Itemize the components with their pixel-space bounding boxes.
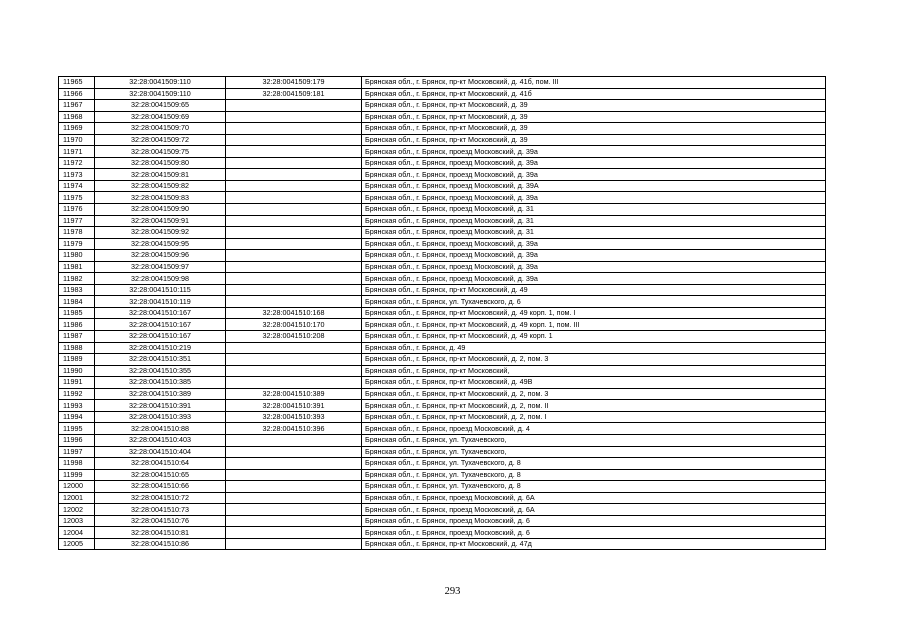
row-number-cell: 11995 [59,423,95,435]
related-cadastral-number-cell [226,527,362,539]
table-row [59,377,826,389]
table-row [59,400,826,412]
related-cadastral-number-cell [226,342,362,354]
cadastral-number-cell: 32:28:0041509:69 [95,111,226,123]
cadastral-number-cell: 32:28:0041509:82 [95,180,226,192]
table-row [59,77,826,89]
cadastral-number-cell: 32:28:0041510:404 [95,446,226,458]
row-number-cell: 11992 [59,388,95,400]
address-cell: Брянская обл., г. Брянск, проезд Московский, д. 39а [362,261,826,273]
row-number-cell: 11982 [59,273,95,285]
table-row [59,273,826,285]
table-row [59,354,826,366]
address-cell: Брянская обл., г. Брянск, ул. Тухачевского, д. 8 [362,481,826,493]
table-row [59,100,826,112]
registry-table-body [59,77,826,550]
cadastral-number-cell: 32:28:0041509:70 [95,123,226,135]
row-number-cell: 11985 [59,307,95,319]
address-cell: Брянская обл., г. Брянск, проезд Московский, д. 39а [362,238,826,250]
related-cadastral-number-cell [226,273,362,285]
table-row [59,411,826,423]
cadastral-number-cell: 32:28:0041510:219 [95,342,226,354]
table-row [59,169,826,181]
related-cadastral-number-cell [226,227,362,239]
row-number-cell: 11965 [59,77,95,89]
table-row [59,296,826,308]
address-cell: Брянская обл., г. Брянск, проезд Московский, д. 39а [362,169,826,181]
address-cell: Брянская обл., г. Брянск, проезд Московский, д. 39а [362,146,826,158]
table-row [59,469,826,481]
address-cell: Брянская обл., г. Брянск, ул. Тухачевского, д. 8 [362,458,826,470]
row-number-cell: 11981 [59,261,95,273]
row-number-cell: 11999 [59,469,95,481]
address-cell: Брянская обл., г. Брянск, пр-кт Московский, д. 49 корп. 1, пом. III [362,319,826,331]
related-cadastral-number-cell [226,492,362,504]
related-cadastral-number-cell [226,434,362,446]
address-cell: Брянская обл., г. Брянск, ул. Тухачевского, [362,446,826,458]
table-row [59,192,826,204]
address-cell: Брянская обл., г. Брянск, проезд Московский, д. 39А [362,180,826,192]
related-cadastral-number-cell [226,481,362,493]
table-row [59,342,826,354]
table-row [59,204,826,216]
row-number-cell: 12004 [59,527,95,539]
table-row [59,146,826,158]
address-cell: Брянская обл., г. Брянск, пр-кт Московский, д. 2, пом. 3 [362,354,826,366]
address-cell: Брянская обл., г. Брянск, проезд Московский, д. 6 [362,515,826,527]
address-cell: Брянская обл., г. Брянск, д. 49 [362,342,826,354]
related-cadastral-number-cell [226,284,362,296]
table-row [59,134,826,146]
table-row [59,515,826,527]
related-cadastral-number-cell: 32:28:0041510:393 [226,411,362,423]
related-cadastral-number-cell [226,504,362,516]
row-number-cell: 11990 [59,365,95,377]
table-row [59,388,826,400]
table-row [59,319,826,331]
cadastral-number-cell: 32:28:0041510:167 [95,319,226,331]
row-number-cell: 11971 [59,146,95,158]
row-number-cell: 11986 [59,319,95,331]
row-number-cell: 11993 [59,400,95,412]
cadastral-number-cell: 32:28:0041510:65 [95,469,226,481]
related-cadastral-number-cell [226,146,362,158]
table-row [59,423,826,435]
related-cadastral-number-cell [226,100,362,112]
row-number-cell: 12000 [59,481,95,493]
related-cadastral-number-cell [226,296,362,308]
cadastral-number-cell: 32:28:0041509:110 [95,88,226,100]
row-number-cell: 11998 [59,458,95,470]
address-cell: Брянская обл., г. Брянск, ул. Тухачевского, [362,434,826,446]
cadastral-number-cell: 32:28:0041509:83 [95,192,226,204]
related-cadastral-number-cell: 32:28:0041509:179 [226,77,362,89]
address-cell: Брянская обл., г. Брянск, проезд Московский, д. 39а [362,157,826,169]
cadastral-number-cell: 32:28:0041510:391 [95,400,226,412]
table-row [59,504,826,516]
cadastral-number-cell: 32:28:0041509:95 [95,238,226,250]
address-cell: Брянская обл., г. Брянск, проезд Московский, д. 31 [362,215,826,227]
row-number-cell: 12005 [59,538,95,550]
table-row [59,123,826,135]
cadastral-number-cell: 32:28:0041510:119 [95,296,226,308]
cadastral-number-cell: 32:28:0041510:403 [95,434,226,446]
row-number-cell: 11970 [59,134,95,146]
row-number-cell: 11976 [59,204,95,216]
address-cell: Брянская обл., г. Брянск, пр-кт Московский, [362,365,826,377]
related-cadastral-number-cell: 32:28:0041509:181 [226,88,362,100]
address-cell: Брянская обл., г. Брянск, пр-кт Московский, д. 49В [362,377,826,389]
related-cadastral-number-cell [226,157,362,169]
related-cadastral-number-cell [226,250,362,262]
cadastral-number-cell: 32:28:0041509:80 [95,157,226,169]
address-cell: Брянская обл., г. Брянск, ул. Тухачевского, д. 6 [362,296,826,308]
cadastral-number-cell: 32:28:0041509:72 [95,134,226,146]
cadastral-number-cell: 32:28:0041509:110 [95,77,226,89]
row-number-cell: 11969 [59,123,95,135]
address-cell: Брянская обл., г. Брянск, проезд Московский, д. 39а [362,250,826,262]
cadastral-number-cell: 32:28:0041510:167 [95,307,226,319]
related-cadastral-number-cell [226,123,362,135]
address-cell: Брянская обл., г. Брянск, проезд Московский, д. 4 [362,423,826,435]
address-cell: Брянская обл., г. Брянск, пр-кт Московский, д. 39 [362,111,826,123]
cadastral-number-cell: 32:28:0041509:97 [95,261,226,273]
cadastral-number-cell: 32:28:0041510:351 [95,354,226,366]
table-row [59,180,826,192]
related-cadastral-number-cell [226,469,362,481]
address-cell: Брянская обл., г. Брянск, пр-кт Московский, д. 49 корп. 1 [362,331,826,343]
related-cadastral-number-cell [226,134,362,146]
row-number-cell: 11987 [59,331,95,343]
row-number-cell: 11972 [59,157,95,169]
address-cell: Брянская обл., г. Брянск, пр-кт Московский, д. 41б, пом. III [362,77,826,89]
related-cadastral-number-cell [226,458,362,470]
table-row [59,227,826,239]
related-cadastral-number-cell: 32:28:0041510:389 [226,388,362,400]
row-number-cell: 11988 [59,342,95,354]
row-number-cell: 12003 [59,515,95,527]
cadastral-number-cell: 32:28:0041509:91 [95,215,226,227]
related-cadastral-number-cell [226,215,362,227]
address-cell: Брянская обл., г. Брянск, проезд Московский, д. 6А [362,492,826,504]
address-cell: Брянская обл., г. Брянск, проезд Московский, д. 6А [362,504,826,516]
related-cadastral-number-cell [226,538,362,550]
address-cell: Брянская обл., г. Брянск, пр-кт Московский, д. 2, пом. 3 [362,388,826,400]
cadastral-number-cell: 32:28:0041510:66 [95,481,226,493]
table-row [59,458,826,470]
address-cell: Брянская обл., г. Брянск, проезд Московский, д. 31 [362,204,826,216]
cadastral-number-cell: 32:28:0041510:88 [95,423,226,435]
cadastral-number-cell: 32:28:0041510:72 [95,492,226,504]
related-cadastral-number-cell [226,354,362,366]
row-number-cell: 11996 [59,434,95,446]
row-number-cell: 11977 [59,215,95,227]
related-cadastral-number-cell [226,180,362,192]
cadastral-number-cell: 32:28:0041509:92 [95,227,226,239]
row-number-cell: 11984 [59,296,95,308]
address-cell: Брянская обл., г. Брянск, пр-кт Московский, д. 2, пом. II [362,400,826,412]
table-row [59,481,826,493]
related-cadastral-number-cell [226,192,362,204]
address-cell: Брянская обл., г. Брянск, проезд Московский, д. 39а [362,273,826,285]
table-row [59,331,826,343]
table-row [59,434,826,446]
address-cell: Брянская обл., г. Брянск, проезд Московский, д. 39а [362,192,826,204]
address-cell: Брянская обл., г. Брянск, пр-кт Московский, д. 39 [362,134,826,146]
related-cadastral-number-cell [226,204,362,216]
row-number-cell: 11991 [59,377,95,389]
cadastral-number-cell: 32:28:0041510:64 [95,458,226,470]
cadastral-number-cell: 32:28:0041510:393 [95,411,226,423]
related-cadastral-number-cell [226,446,362,458]
address-cell: Брянская обл., г. Брянск, пр-кт Московский, д. 39 [362,123,826,135]
row-number-cell: 11974 [59,180,95,192]
row-number-cell: 12001 [59,492,95,504]
cadastral-number-cell: 32:28:0041510:385 [95,377,226,389]
cadastral-number-cell: 32:28:0041510:167 [95,331,226,343]
table-row [59,88,826,100]
related-cadastral-number-cell [226,111,362,123]
table-row [59,111,826,123]
row-number-cell: 11989 [59,354,95,366]
row-number-cell: 11980 [59,250,95,262]
row-number-cell: 11994 [59,411,95,423]
address-cell: Брянская обл., г. Брянск, ул. Тухачевского, д. 8 [362,469,826,481]
row-number-cell: 11968 [59,111,95,123]
cadastral-number-cell: 32:28:0041510:86 [95,538,226,550]
cadastral-number-cell: 32:28:0041510:76 [95,515,226,527]
address-cell: Брянская обл., г. Брянск, пр-кт Московский, д. 39 [362,100,826,112]
row-number-cell: 11966 [59,88,95,100]
address-cell: Брянская обл., г. Брянск, пр-кт Московский, д. 2, пом. I [362,411,826,423]
page-number: 293 [444,586,461,597]
address-cell: Брянская обл., г. Брянск, пр-кт Московский, д. 47д [362,538,826,550]
cadastral-number-cell: 32:28:0041510:73 [95,504,226,516]
table-row [59,261,826,273]
related-cadastral-number-cell [226,365,362,377]
table-row [59,365,826,377]
cadastral-number-cell: 32:28:0041510:355 [95,365,226,377]
related-cadastral-number-cell [226,377,362,389]
related-cadastral-number-cell [226,238,362,250]
address-cell: Брянская обл., г. Брянск, проезд Московский, д. 31 [362,227,826,239]
table-row [59,446,826,458]
address-cell: Брянская обл., г. Брянск, проезд Московский, д. 6 [362,527,826,539]
related-cadastral-number-cell [226,169,362,181]
related-cadastral-number-cell: 32:28:0041510:168 [226,307,362,319]
table-row [59,238,826,250]
table-row [59,307,826,319]
table-row [59,492,826,504]
cadastral-number-cell: 32:28:0041510:389 [95,388,226,400]
related-cadastral-number-cell: 32:28:0041510:396 [226,423,362,435]
table-row [59,157,826,169]
row-number-cell: 11997 [59,446,95,458]
address-cell: Брянская обл., г. Брянск, пр-кт Московский, д. 41б [362,88,826,100]
table-row [59,250,826,262]
related-cadastral-number-cell [226,515,362,527]
table-row [59,284,826,296]
cadastral-number-cell: 32:28:0041509:75 [95,146,226,158]
cadastral-number-cell: 32:28:0041510:81 [95,527,226,539]
registry-table [58,76,826,550]
address-cell: Брянская обл., г. Брянск, пр-кт Московский, д. 49 корп. 1, пом. I [362,307,826,319]
related-cadastral-number-cell: 32:28:0041510:208 [226,331,362,343]
row-number-cell: 11983 [59,284,95,296]
address-cell: Брянская обл., г. Брянск, пр-кт Московский, д. 49 [362,284,826,296]
row-number-cell: 11978 [59,227,95,239]
row-number-cell: 11975 [59,192,95,204]
cadastral-number-cell: 32:28:0041509:98 [95,273,226,285]
row-number-cell: 11979 [59,238,95,250]
table-row [59,215,826,227]
table-row [59,527,826,539]
related-cadastral-number-cell [226,261,362,273]
row-number-cell: 11967 [59,100,95,112]
row-number-cell: 11973 [59,169,95,181]
cadastral-number-cell: 32:28:0041509:65 [95,100,226,112]
cadastral-number-cell: 32:28:0041510:115 [95,284,226,296]
cadastral-number-cell: 32:28:0041509:90 [95,204,226,216]
cadastral-number-cell: 32:28:0041509:96 [95,250,226,262]
related-cadastral-number-cell: 32:28:0041510:391 [226,400,362,412]
row-number-cell: 12002 [59,504,95,516]
table-row [59,538,826,550]
cadastral-number-cell: 32:28:0041509:81 [95,169,226,181]
related-cadastral-number-cell: 32:28:0041510:170 [226,319,362,331]
